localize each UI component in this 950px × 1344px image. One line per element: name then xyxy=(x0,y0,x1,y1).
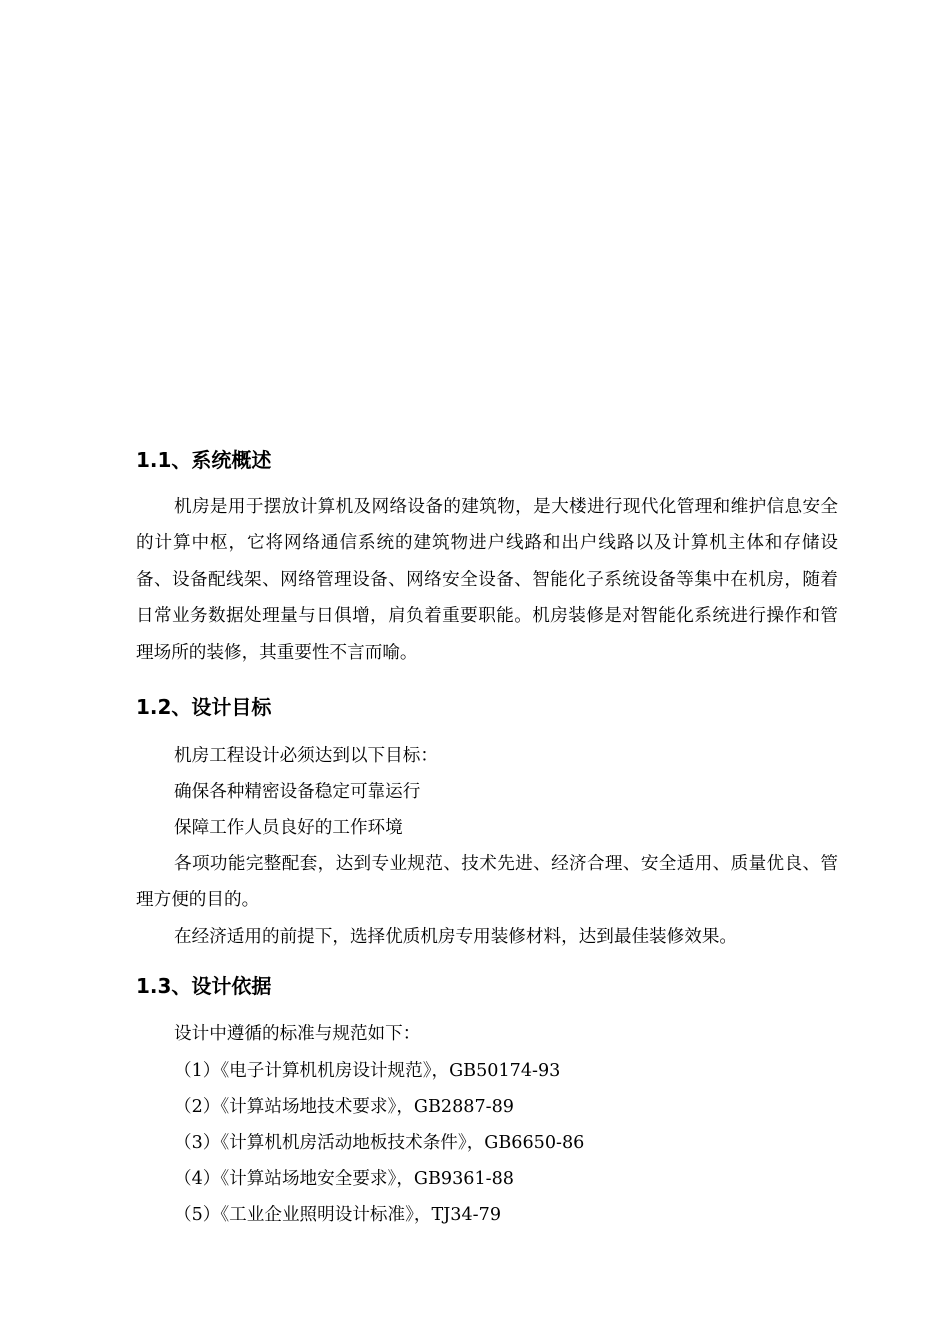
section-heading-overview: 1.1、系统概述 xyxy=(136,448,272,472)
design-goal-closing: 在经济适用的前提下，选择优质机房专用装修材料，达到最佳装修效果。 xyxy=(174,927,738,947)
design-basis-intro: 设计中遵循的标准与规范如下： xyxy=(174,1024,421,1044)
standard-list-item: （5）《工业企业照明设计标准》，TJ34-79 xyxy=(174,1205,502,1225)
standard-list-item: （4）《计算站场地安全要求》，GB9361-88 xyxy=(174,1169,514,1189)
section-heading-design-goals: 1.2、设计目标 xyxy=(136,695,272,719)
standard-list-item: （1）《电子计算机机房设计规范》，GB50174-93 xyxy=(174,1061,561,1081)
standard-list-item: （2）《计算站场地技术要求》，GB2887-89 xyxy=(174,1097,514,1117)
design-goal-item: 保障工作人员良好的工作环境 xyxy=(174,818,403,838)
section-heading-design-basis: 1.3、设计依据 xyxy=(136,974,272,998)
design-goal-paragraph: 各项功能完整配套，达到专业规范、技术先进、经济合理、安全适用、质量优良、管理方便的目的。 xyxy=(136,854,838,911)
design-goals-intro: 机房工程设计必须达到以下目标： xyxy=(174,746,438,766)
standard-list-item: （3）《计算机机房活动地板技术条件》，GB6650-86 xyxy=(174,1133,585,1153)
overview-paragraph: 机房是用于摆放计算机及网络设备的建筑物，是大楼进行现代化管理和维护信息安全的计算中枢，它将网络通信系统的建筑物进户线路和出户线路以及计算机主体和存储设备、设备配线架、网络管理设备、网络安全设备、智能化子系统设备等集中在机房，随着日常业务数据处理量与日俱增，肩负着重要职能。机房装修是对智能化系统进行操作和管理场所的装修，其重要性不言而喻。 xyxy=(136,497,838,663)
design-goal-item: 确保各种精密设备稳定可靠运行 xyxy=(174,782,421,802)
